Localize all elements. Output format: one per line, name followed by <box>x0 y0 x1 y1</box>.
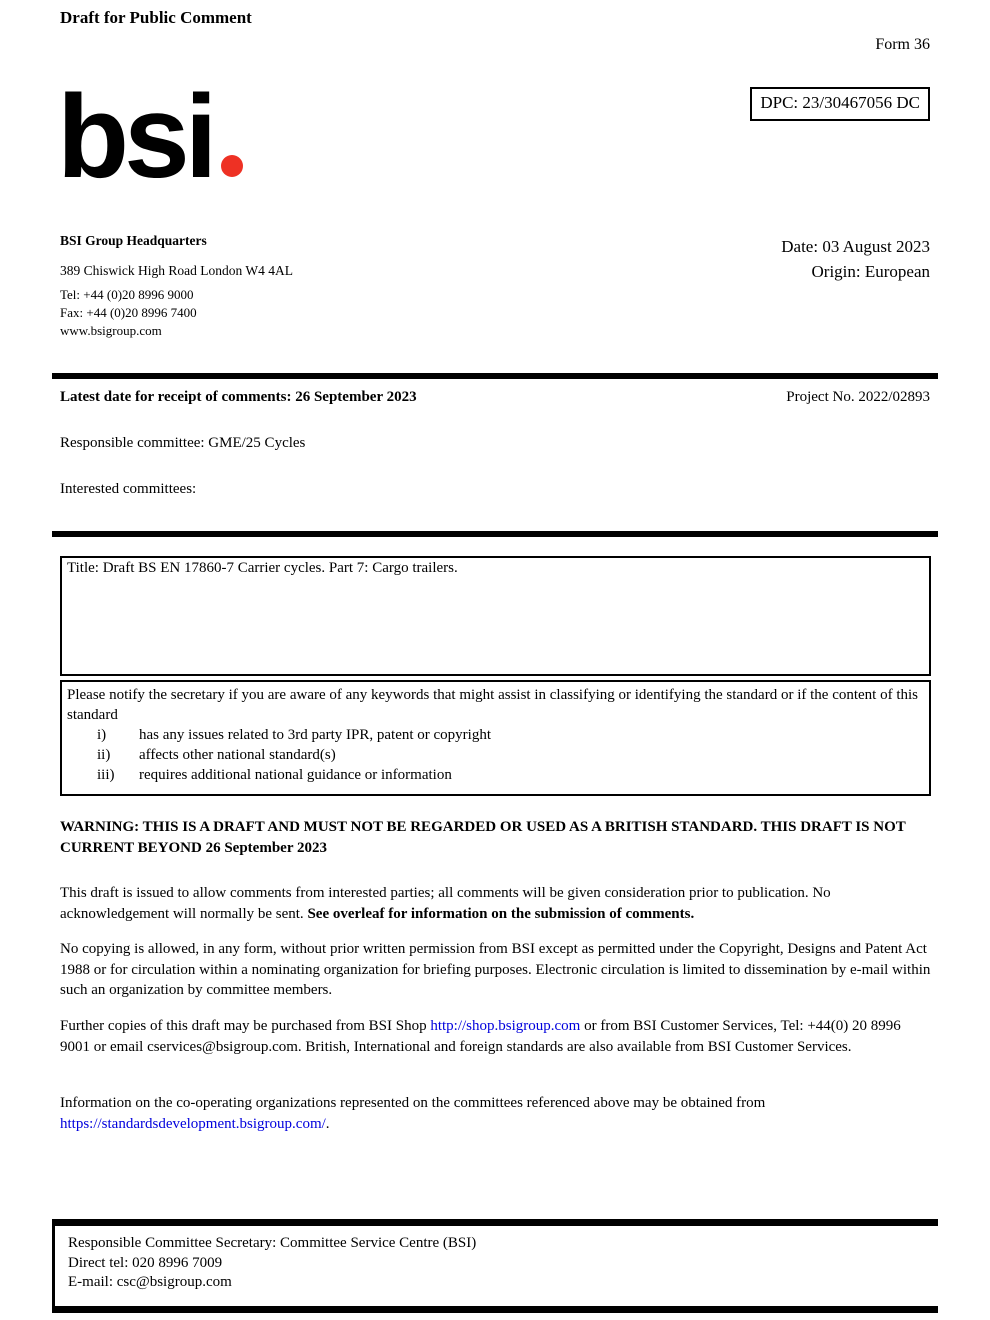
bsi-shop-link[interactable]: http://shop.bsigroup.com <box>430 1018 581 1034</box>
cooperating-orgs-pre: Information on the co-operating organizations represented on the committees referenced above may be obtained from <box>60 1095 766 1111</box>
warning-paragraph: WARNING: THIS IS A DRAFT AND MUST NOT BE REGARDED OR USED AS A BRITISH STANDARD. THIS DRAFT IS NOT CURRENT BEYOND 26 September 2023 <box>60 819 906 856</box>
keywords-intro: Please notify the secretary if you are aware of any keywords that might assist in classifying or identifying the standard or if the content of this standard <box>67 687 919 723</box>
keywords-item-text: affects other national standard(s) <box>139 747 336 763</box>
rule-bar-top <box>52 373 938 379</box>
keywords-box <box>60 680 931 796</box>
keywords-item <box>67 745 924 765</box>
bsi-logo <box>57 71 243 203</box>
dpc-number-box <box>750 87 930 121</box>
copyright-paragraph: No copying is allowed, in any form, without prior written permission from BSI except as permitted under the Copyright, Designs and Patent Act 1988 or for circulation within a nominating organization for briefing purposes. Electronic circulation is limited to dissemination by e-mail within such an organization by committee members. <box>60 941 931 998</box>
purchase-paragraph-post: or from BSI Customer Services, Tel: +44(0) 20 8996 9001 or email cservices@bsigroup.com. British, International and foreign standards are also available from BSI Customer Services. <box>60 1018 901 1055</box>
keywords-item-marker: ii) <box>97 747 111 763</box>
headquarters-fax: Fax: +44 (0)20 8996 7400 <box>60 305 197 320</box>
headquarters-block <box>60 233 293 338</box>
project-number: Project No. 2022/02893 <box>786 389 930 405</box>
cooperating-orgs-post: . <box>325 1115 330 1132</box>
headquarters-tel: Tel: +44 (0)20 8996 9000 <box>60 287 194 302</box>
keywords-item-text: has any issues related to 3rd party IPR, patent or copyright <box>139 727 492 743</box>
form-number: Form 36 <box>875 36 930 53</box>
footer-email: E-mail: csc@bsigroup.com <box>68 1274 232 1290</box>
headquarters-title: BSI Group Headquarters <box>60 233 207 248</box>
cooperating-orgs-paragraph <box>60 1093 932 1134</box>
date-line: Date: 03 August 2023 <box>781 237 930 256</box>
issue-paragraph-text: This draft is issued to allow comments from interested parties; all comments will be given consideration prior to publication. No acknowledgement will normally be sent. <box>60 885 831 922</box>
headquarters-website: www.bsigroup.com <box>60 323 162 338</box>
rule-bar-middle <box>52 531 938 537</box>
keywords-item-text: requires additional national guidance or information <box>139 767 452 783</box>
headquarters-address: 389 Chiswick High Road London W4 4AL <box>60 263 293 278</box>
keywords-item-marker: i) <box>97 727 107 743</box>
standards-development-link[interactable]: https://standardsdevelopment.bsigroup.com/ <box>60 1115 326 1132</box>
bsi-logo-text: bsi <box>57 71 213 203</box>
footer-left-border <box>52 1226 55 1308</box>
footer-secretary: Responsible Committee Secretary: Committee Service Centre (BSI) <box>68 1235 477 1251</box>
footer-rule-top <box>52 1219 938 1226</box>
interested-committees: Interested committees: <box>60 481 197 497</box>
date-origin-block <box>781 234 930 284</box>
standard-title-box <box>60 556 931 676</box>
latest-date-label: Latest date for receipt of comments: 26 September 2023 <box>60 389 417 405</box>
footer-secretary-block <box>68 1234 476 1293</box>
comments-deadline-row <box>60 389 930 406</box>
dpc-number: DPC: 23/30467056 DC <box>760 93 920 112</box>
keywords-item <box>67 765 924 785</box>
responsible-committee: Responsible committee: GME/25 Cycles <box>60 435 306 451</box>
issue-paragraph-bold: See overleaf for information on the submission of comments. <box>307 905 695 922</box>
keywords-list <box>67 725 924 785</box>
footer-rule-bottom <box>52 1306 938 1313</box>
purchase-paragraph <box>60 1016 932 1057</box>
keywords-item <box>67 725 924 745</box>
standard-title: Title: Draft BS EN 17860-7 Carrier cycles. Part 7: Cargo trailers. <box>67 560 458 576</box>
keywords-item-marker: iii) <box>97 767 115 783</box>
issue-paragraph <box>60 883 932 924</box>
origin-line: Origin: European <box>811 262 930 281</box>
doc-type-label: Draft for Public Comment <box>60 8 252 27</box>
footer-direct-tel: Direct tel: 020 8996 7009 <box>68 1254 223 1271</box>
bsi-logo-red-dot-icon <box>221 155 243 177</box>
purchase-paragraph-pre: Further copies of this draft may be purchased from BSI Shop <box>60 1018 431 1034</box>
